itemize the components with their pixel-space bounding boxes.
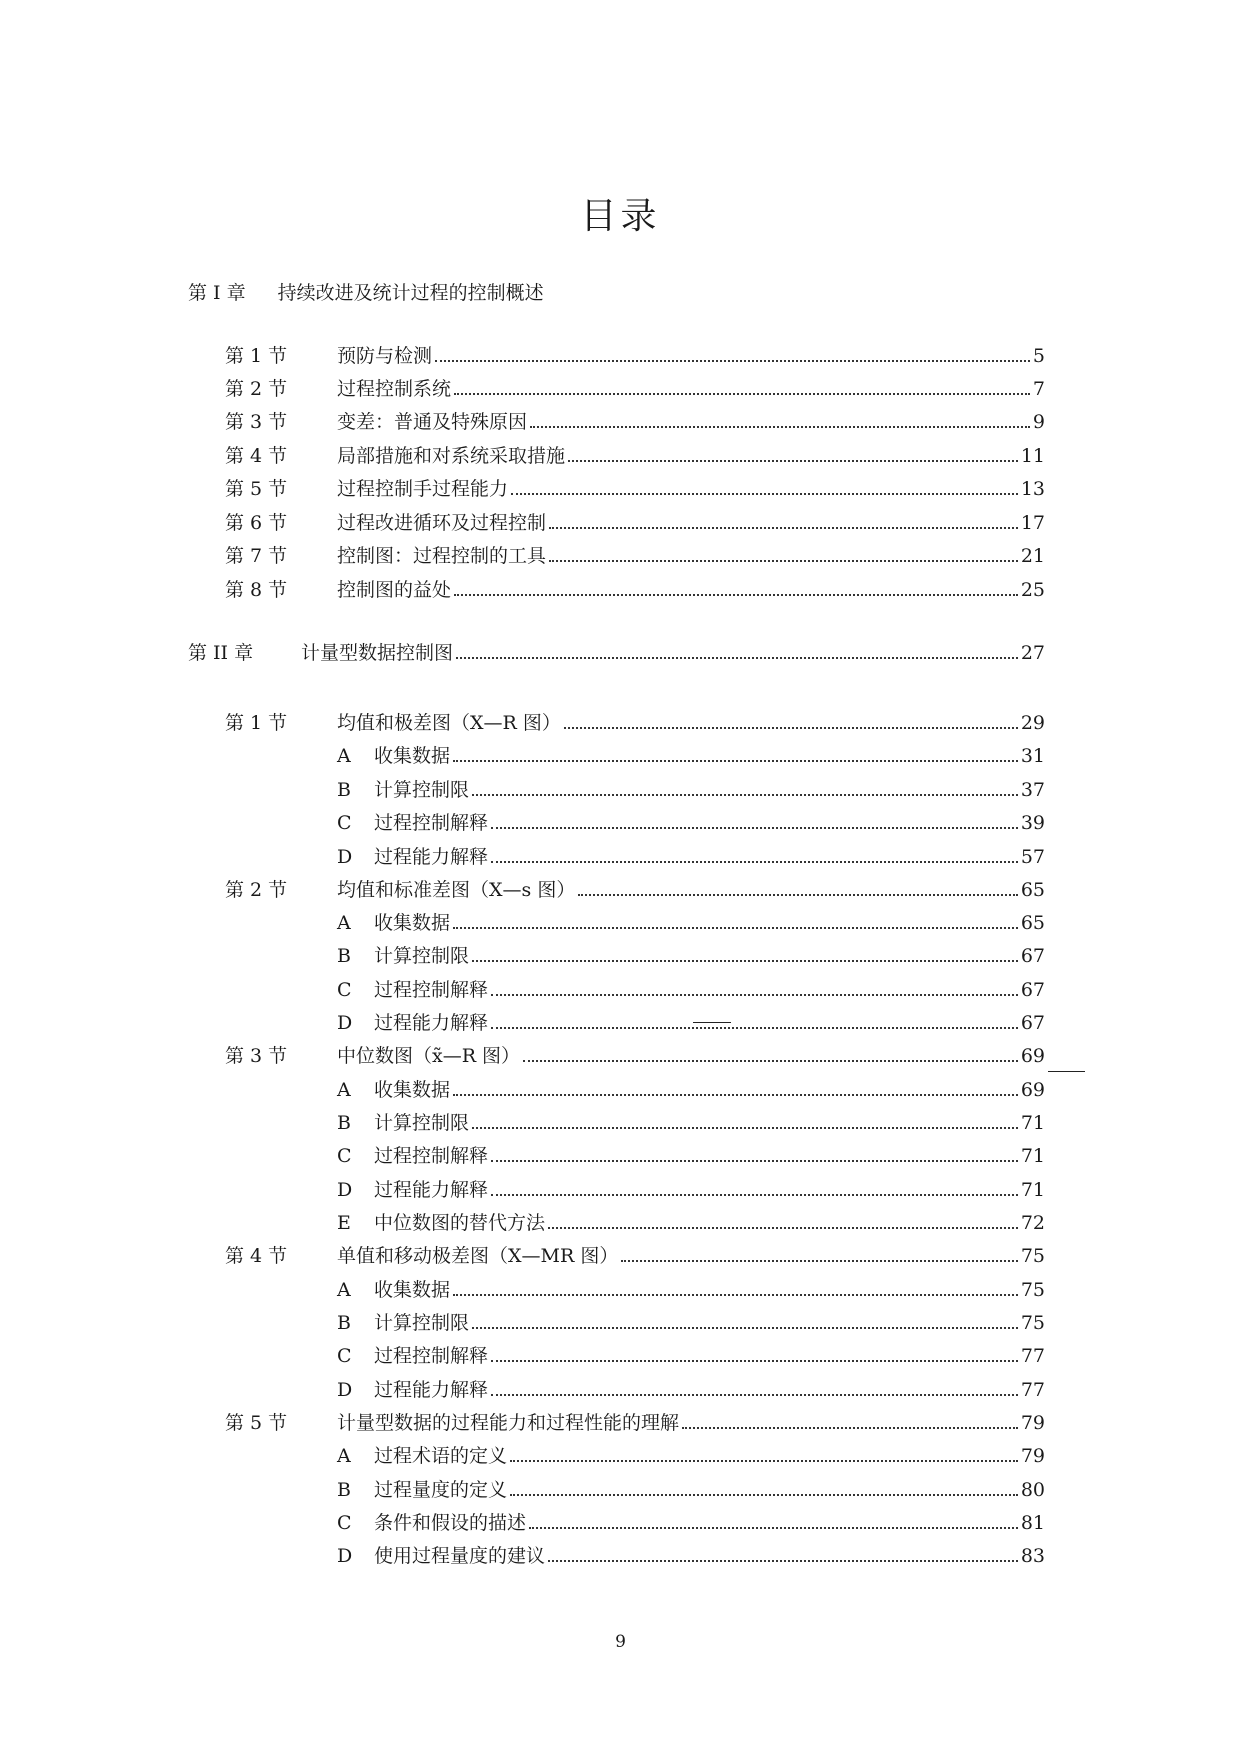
toc-subentry[interactable] bbox=[337, 1308, 1045, 1338]
toc-entry-title: 控制图的益处 bbox=[337, 579, 452, 601]
toc-subentry-title: 计算控制限 bbox=[374, 1312, 470, 1334]
toc-subentry-page: 79 bbox=[1020, 1445, 1045, 1467]
toc-entry-page: 25 bbox=[1020, 579, 1045, 601]
toc-subentry-title: 过程能力解释 bbox=[374, 846, 489, 868]
toc-entry-title: 中位数图（x̃—R 图） bbox=[337, 1045, 521, 1067]
stray-rule-mark bbox=[693, 1022, 731, 1023]
toc-entry-page: 65 bbox=[1020, 879, 1045, 901]
toc-subentry-title: 收集数据 bbox=[374, 1279, 451, 1301]
toc-subentry-page: 75 bbox=[1020, 1279, 1045, 1301]
toc-entry-title: 预防与检测 bbox=[337, 345, 433, 367]
leader-dots bbox=[491, 1027, 1018, 1029]
toc-entry-page: 17 bbox=[1020, 512, 1045, 534]
toc-subentry[interactable] bbox=[337, 1475, 1045, 1505]
toc-entry[interactable] bbox=[225, 1041, 1045, 1071]
toc-subentry-page: 71 bbox=[1020, 1179, 1045, 1201]
toc-entry-title: 均值和极差图（X—R 图） bbox=[337, 712, 561, 734]
toc-entry[interactable] bbox=[225, 708, 1045, 738]
leader-dots bbox=[530, 426, 1030, 428]
toc-subentry-page: 37 bbox=[1020, 779, 1045, 801]
toc-subentry-label: A bbox=[337, 1279, 351, 1301]
toc-subentry-label: B bbox=[337, 1312, 351, 1334]
toc-entry-label: 第 4 节 bbox=[225, 1245, 288, 1267]
toc-entry-title: 过程控制手过程能力 bbox=[337, 478, 509, 500]
toc-subentry-page: 69 bbox=[1020, 1079, 1045, 1101]
leader-dots bbox=[453, 1094, 1018, 1096]
toc-subentry-title: 收集数据 bbox=[374, 745, 451, 767]
toc-entry-label: 第 7 节 bbox=[225, 545, 288, 567]
toc-subentry[interactable] bbox=[337, 1008, 1045, 1038]
toc-subentry[interactable] bbox=[337, 1075, 1045, 1105]
leader-dots bbox=[472, 960, 1018, 962]
leader-dots bbox=[549, 527, 1018, 529]
toc-subentry-page: 72 bbox=[1020, 1212, 1045, 1234]
leader-dots bbox=[548, 1560, 1018, 1562]
toc-subentry-title: 过程能力解释 bbox=[374, 1379, 489, 1401]
toc-subentry-page: 80 bbox=[1020, 1479, 1045, 1501]
toc-subentry[interactable] bbox=[337, 1541, 1045, 1571]
chapter-1-title: 持续改进及统计过程的控制概述 bbox=[277, 282, 544, 304]
toc-subentry[interactable] bbox=[337, 1441, 1045, 1471]
leader-dots bbox=[549, 560, 1018, 562]
toc-subentry-label: D bbox=[337, 1379, 353, 1401]
toc-subentry-page: 67 bbox=[1020, 1012, 1045, 1034]
toc-subentry-label: A bbox=[337, 745, 351, 767]
toc-entry-page: 79 bbox=[1020, 1412, 1045, 1434]
toc-subentry-label: B bbox=[337, 1112, 351, 1134]
toc-entry-page: 29 bbox=[1020, 712, 1045, 734]
toc-subentry-page: 77 bbox=[1020, 1345, 1045, 1367]
toc-subentry-label: D bbox=[337, 846, 353, 868]
toc-subentry-label: C bbox=[337, 1145, 352, 1167]
toc-entry-page: 69 bbox=[1020, 1045, 1045, 1067]
toc-entry-label: 第 2 节 bbox=[225, 378, 288, 400]
toc-subentry[interactable] bbox=[337, 1375, 1045, 1405]
toc-entry[interactable] bbox=[225, 508, 1045, 538]
toc-subentry[interactable] bbox=[337, 975, 1045, 1005]
toc-entry[interactable] bbox=[225, 1241, 1045, 1271]
toc-entry-title: 变差：普通及特殊原因 bbox=[337, 411, 528, 433]
toc-entry[interactable] bbox=[225, 474, 1045, 504]
toc-subentry-label: E bbox=[337, 1212, 351, 1234]
toc-subentry-label: A bbox=[337, 1079, 351, 1101]
toc-entry-title: 单值和移动极差图（X—MR 图） bbox=[337, 1245, 619, 1267]
toc-entry[interactable] bbox=[225, 541, 1045, 571]
toc-subentry-label: D bbox=[337, 1545, 353, 1567]
toc-subentry[interactable] bbox=[337, 842, 1045, 872]
toc-subentry[interactable] bbox=[337, 1341, 1045, 1371]
toc-entry-label: 第 5 节 bbox=[225, 1412, 288, 1434]
toc-subentry-title: 计算控制限 bbox=[374, 779, 470, 801]
toc-subentry-page: 83 bbox=[1020, 1545, 1045, 1567]
toc-subentry-title: 中位数图的替代方法 bbox=[374, 1212, 546, 1234]
toc-entry-page: 7 bbox=[1032, 378, 1045, 400]
toc-entry[interactable] bbox=[225, 341, 1045, 371]
leader-dots bbox=[472, 1327, 1018, 1329]
toc-subentry-page: 77 bbox=[1020, 1379, 1045, 1401]
toc-subentry-label: C bbox=[337, 812, 352, 834]
chapter-2-heading[interactable] bbox=[188, 638, 1045, 668]
chapter-1-label: 第 I 章 bbox=[188, 282, 246, 304]
leader-dots bbox=[548, 1227, 1018, 1229]
leader-dots bbox=[491, 1360, 1018, 1362]
leader-dots bbox=[491, 1194, 1018, 1196]
leader-dots bbox=[510, 1494, 1018, 1496]
leader-dots bbox=[491, 1160, 1018, 1162]
leader-dots bbox=[568, 460, 1018, 462]
toc-entry-label: 第 3 节 bbox=[225, 411, 288, 433]
leader-dots bbox=[456, 657, 1018, 659]
toc-subentry-title: 过程量度的定义 bbox=[374, 1479, 508, 1501]
toc-entry[interactable] bbox=[225, 407, 1045, 437]
toc-subentry-page: 57 bbox=[1020, 846, 1045, 868]
toc-subentry-label: D bbox=[337, 1012, 353, 1034]
leader-dots bbox=[491, 994, 1018, 996]
toc-subentry-label: D bbox=[337, 1179, 353, 1201]
toc-subentry-page: 71 bbox=[1020, 1145, 1045, 1167]
toc-subentry-title: 过程能力解释 bbox=[374, 1179, 489, 1201]
toc-entry[interactable] bbox=[225, 441, 1045, 471]
leader-dots bbox=[472, 794, 1018, 796]
leader-dots bbox=[491, 861, 1018, 863]
toc-entry-page: 13 bbox=[1020, 478, 1045, 500]
leader-dots bbox=[578, 894, 1017, 896]
toc-entry-page: 75 bbox=[1020, 1245, 1045, 1267]
leader-dots bbox=[453, 927, 1018, 929]
toc-subentry[interactable] bbox=[337, 1141, 1045, 1171]
leader-dots bbox=[491, 827, 1018, 829]
toc-subentry-title: 计算控制限 bbox=[374, 945, 470, 967]
toc-subentry-title: 过程控制解释 bbox=[374, 812, 489, 834]
toc-subentry-label: C bbox=[337, 1512, 352, 1534]
toc-subentry-title: 计算控制限 bbox=[374, 1112, 470, 1134]
toc-subentry-label: B bbox=[337, 945, 351, 967]
toc-entry-label: 第 4 节 bbox=[225, 445, 288, 467]
toc-subentry-label: C bbox=[337, 1345, 352, 1367]
toc-subentry-title: 收集数据 bbox=[374, 1079, 451, 1101]
toc-subentry[interactable] bbox=[337, 1175, 1045, 1205]
toc-subentry-label: B bbox=[337, 779, 351, 801]
chapter-2-label: 第 II 章 bbox=[188, 642, 254, 664]
toc-entry-page: 5 bbox=[1032, 345, 1045, 367]
toc-entry[interactable] bbox=[225, 374, 1045, 404]
leader-dots bbox=[435, 360, 1030, 362]
leader-dots bbox=[454, 594, 1018, 596]
toc-subentry-title: 使用过程量度的建议 bbox=[374, 1545, 546, 1567]
toc-entry[interactable] bbox=[225, 875, 1045, 905]
toc-entry-label: 第 8 节 bbox=[225, 579, 288, 601]
toc-subentry-label: A bbox=[337, 912, 351, 934]
toc-entry-title: 控制图：过程控制的工具 bbox=[337, 545, 547, 567]
toc-subentry-title: 过程控制解释 bbox=[374, 1145, 489, 1167]
toc-entry-label: 第 1 节 bbox=[225, 345, 288, 367]
toc-subentry-title: 过程控制解释 bbox=[374, 1345, 489, 1367]
toc-entry-title: 均值和标准差图（X—s 图） bbox=[337, 879, 576, 901]
toc-subentry[interactable] bbox=[337, 775, 1045, 805]
toc-subentry-page: 67 bbox=[1020, 945, 1045, 967]
toc-entry-label: 第 2 节 bbox=[225, 879, 288, 901]
toc-entry-page: 9 bbox=[1032, 411, 1045, 433]
toc-subentry[interactable] bbox=[337, 1208, 1045, 1238]
leader-dots bbox=[682, 1427, 1018, 1429]
toc-subentry-page: 67 bbox=[1020, 979, 1045, 1001]
toc-subentry-title: 过程控制解释 bbox=[374, 979, 489, 1001]
toc-entry-page: 11 bbox=[1020, 445, 1045, 467]
toc-subentry-page: 71 bbox=[1020, 1112, 1045, 1134]
leader-dots bbox=[564, 727, 1018, 729]
toc-subentry-page: 81 bbox=[1020, 1512, 1045, 1534]
toc-subentry-page: 31 bbox=[1020, 745, 1045, 767]
toc-title: 目录 bbox=[580, 196, 661, 237]
toc-entry[interactable] bbox=[225, 1408, 1045, 1438]
toc-entry-title: 局部措施和对系统采取措施 bbox=[337, 445, 566, 467]
toc-subentry-title: 收集数据 bbox=[374, 912, 451, 934]
toc-entry-title: 计量型数据的过程能力和过程性能的理解 bbox=[337, 1412, 680, 1434]
toc-subentry[interactable] bbox=[337, 908, 1045, 938]
toc-entry-label: 第 3 节 bbox=[225, 1045, 288, 1067]
toc-subentry[interactable] bbox=[337, 741, 1045, 771]
toc-entry[interactable] bbox=[225, 575, 1045, 605]
leader-dots bbox=[529, 1527, 1018, 1529]
leader-dots bbox=[621, 1260, 1017, 1262]
toc-subentry[interactable] bbox=[337, 808, 1045, 838]
toc-entry-label: 第 5 节 bbox=[225, 478, 288, 500]
leader-dots bbox=[454, 393, 1030, 395]
toc-subentry-title: 过程能力解释 bbox=[374, 1012, 489, 1034]
toc-subentry-label: A bbox=[337, 1445, 351, 1467]
toc-entry-page: 21 bbox=[1020, 545, 1045, 567]
chapter-2-title: 计量型数据控制图 bbox=[301, 642, 454, 664]
leader-dots bbox=[472, 1127, 1018, 1129]
chapter-2-page: 27 bbox=[1020, 642, 1045, 664]
toc-entry-title: 过程改进循环及过程控制 bbox=[337, 512, 547, 534]
toc-subentry[interactable] bbox=[337, 1275, 1045, 1305]
leader-dots bbox=[491, 1394, 1018, 1396]
leader-dots bbox=[453, 1294, 1018, 1296]
toc-subentry-page: 65 bbox=[1020, 912, 1045, 934]
leader-dots bbox=[510, 1460, 1018, 1462]
toc-subentry[interactable] bbox=[337, 1108, 1045, 1138]
page-number: 9 bbox=[615, 1632, 626, 1652]
toc-entry-label: 第 6 节 bbox=[225, 512, 288, 534]
toc-subentry-label: C bbox=[337, 979, 352, 1001]
toc-entry-title: 过程控制系统 bbox=[337, 378, 452, 400]
leader-dots bbox=[523, 1060, 1018, 1062]
leader-dots bbox=[453, 760, 1018, 762]
toc-subentry[interactable] bbox=[337, 1508, 1045, 1538]
stray-rule-mark bbox=[1048, 1071, 1085, 1072]
toc-subentry-title: 条件和假设的描述 bbox=[374, 1512, 527, 1534]
toc-subentry-title: 过程术语的定义 bbox=[374, 1445, 508, 1467]
chapter-1-heading bbox=[188, 278, 544, 305]
leader-dots bbox=[511, 493, 1018, 495]
toc-subentry[interactable] bbox=[337, 941, 1045, 971]
toc-subentry-page: 39 bbox=[1020, 812, 1045, 834]
toc-subentry-page: 75 bbox=[1020, 1312, 1045, 1334]
toc-subentry-label: B bbox=[337, 1479, 351, 1501]
toc-entry-label: 第 1 节 bbox=[225, 712, 288, 734]
